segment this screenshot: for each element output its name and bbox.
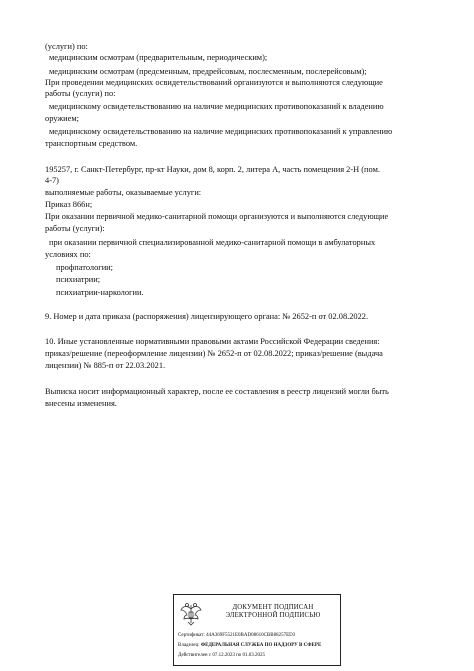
owner-row (178, 643, 321, 649)
text-line: при оказании первичной специализированной медико-санитарной помощи в амбулаторных (49, 238, 376, 247)
address-line: 4-7) (45, 176, 59, 185)
text-line: медицинским осмотрам (предварительным, периодическим); (49, 53, 268, 62)
text-line: условиях по: (45, 250, 91, 259)
text-line: При проведении медицинских освидетельствований организуются и выполняются следующие (45, 78, 383, 87)
text-line: работы (услуги) по: (45, 89, 116, 98)
text-line: работы (услуги): (45, 224, 105, 233)
certificate-row (178, 633, 295, 639)
text-line: При оказании первичной медико-санитарной помощи организуются и выполняются следующие (45, 212, 389, 221)
electronic-signature-stamp (173, 594, 341, 666)
section-10: 10. Иные установленные нормативными правовыми актами Российской Федерации сведения: (45, 337, 380, 346)
text-line: оружием; (45, 114, 79, 123)
owner-value: ФЕДЕРАЛЬНАЯ СЛУЖБА ПО НАДЗОРУ В СФЕРЕ (200, 643, 322, 648)
certificate-label: Сертификат: (178, 633, 205, 638)
disclaimer: внесены изменения. (45, 399, 117, 408)
double-headed-eagle-icon (180, 601, 202, 627)
text-line: транспортным средством. (45, 139, 138, 148)
text-line: приказ/решение (переоформление лицензии) № 2652-п от 02.08.2022; приказ/решение (выдача (45, 349, 383, 358)
stamp-title-line: ДОКУМЕНТ ПОДПИСАН (232, 604, 314, 611)
section-9: 9. Номер и дата приказа (распоряжения) лицензирующего органа: № 2652-п от 02.08.2022. (45, 312, 369, 321)
text-line: (услуги) по: (45, 42, 88, 51)
disclaimer: Выписка носит информационный характер, после ее составления в реестр лицензий могли быть (45, 387, 389, 396)
text-line: Приказ 866н; (45, 200, 93, 209)
text-line: лицензии) № 885-п от 22.03.2021. (45, 361, 166, 370)
certificate-value: 44A369F5521E0BAD08610CBB88257ED3 (206, 633, 296, 638)
stamp-title (210, 604, 336, 620)
validity-row: Действителен с 07.12.2023 по 01.03.2025 (178, 653, 265, 658)
list-item: профпатологии; (56, 263, 113, 272)
text-line: медицинскому освидетельствованию на наличие медицинских противопоказаний к владению (49, 102, 384, 111)
stamp-title-line: ЭЛЕКТРОННОЙ ПОДПИСЬЮ (225, 612, 321, 619)
address-line: 195257, г. Санкт-Петербург, пр-кт Науки, дом 8, корп. 2, литера А, часть помещения 2-Н (пом. (45, 165, 380, 174)
list-item: психиатрии; (56, 275, 101, 284)
text-line: медицинскому освидетельствованию на наличие медицинских противопоказаний к управлению (49, 127, 393, 136)
owner-label: Владелец: (178, 643, 200, 648)
text-line: выполняемые работы, оказываемые услуги: (45, 188, 202, 197)
text-line: медицинским осмотрам (предсменным, предрейсовым, послесменным, послерейсовым); (49, 67, 367, 76)
list-item: психиатрии-наркологии. (56, 288, 144, 297)
